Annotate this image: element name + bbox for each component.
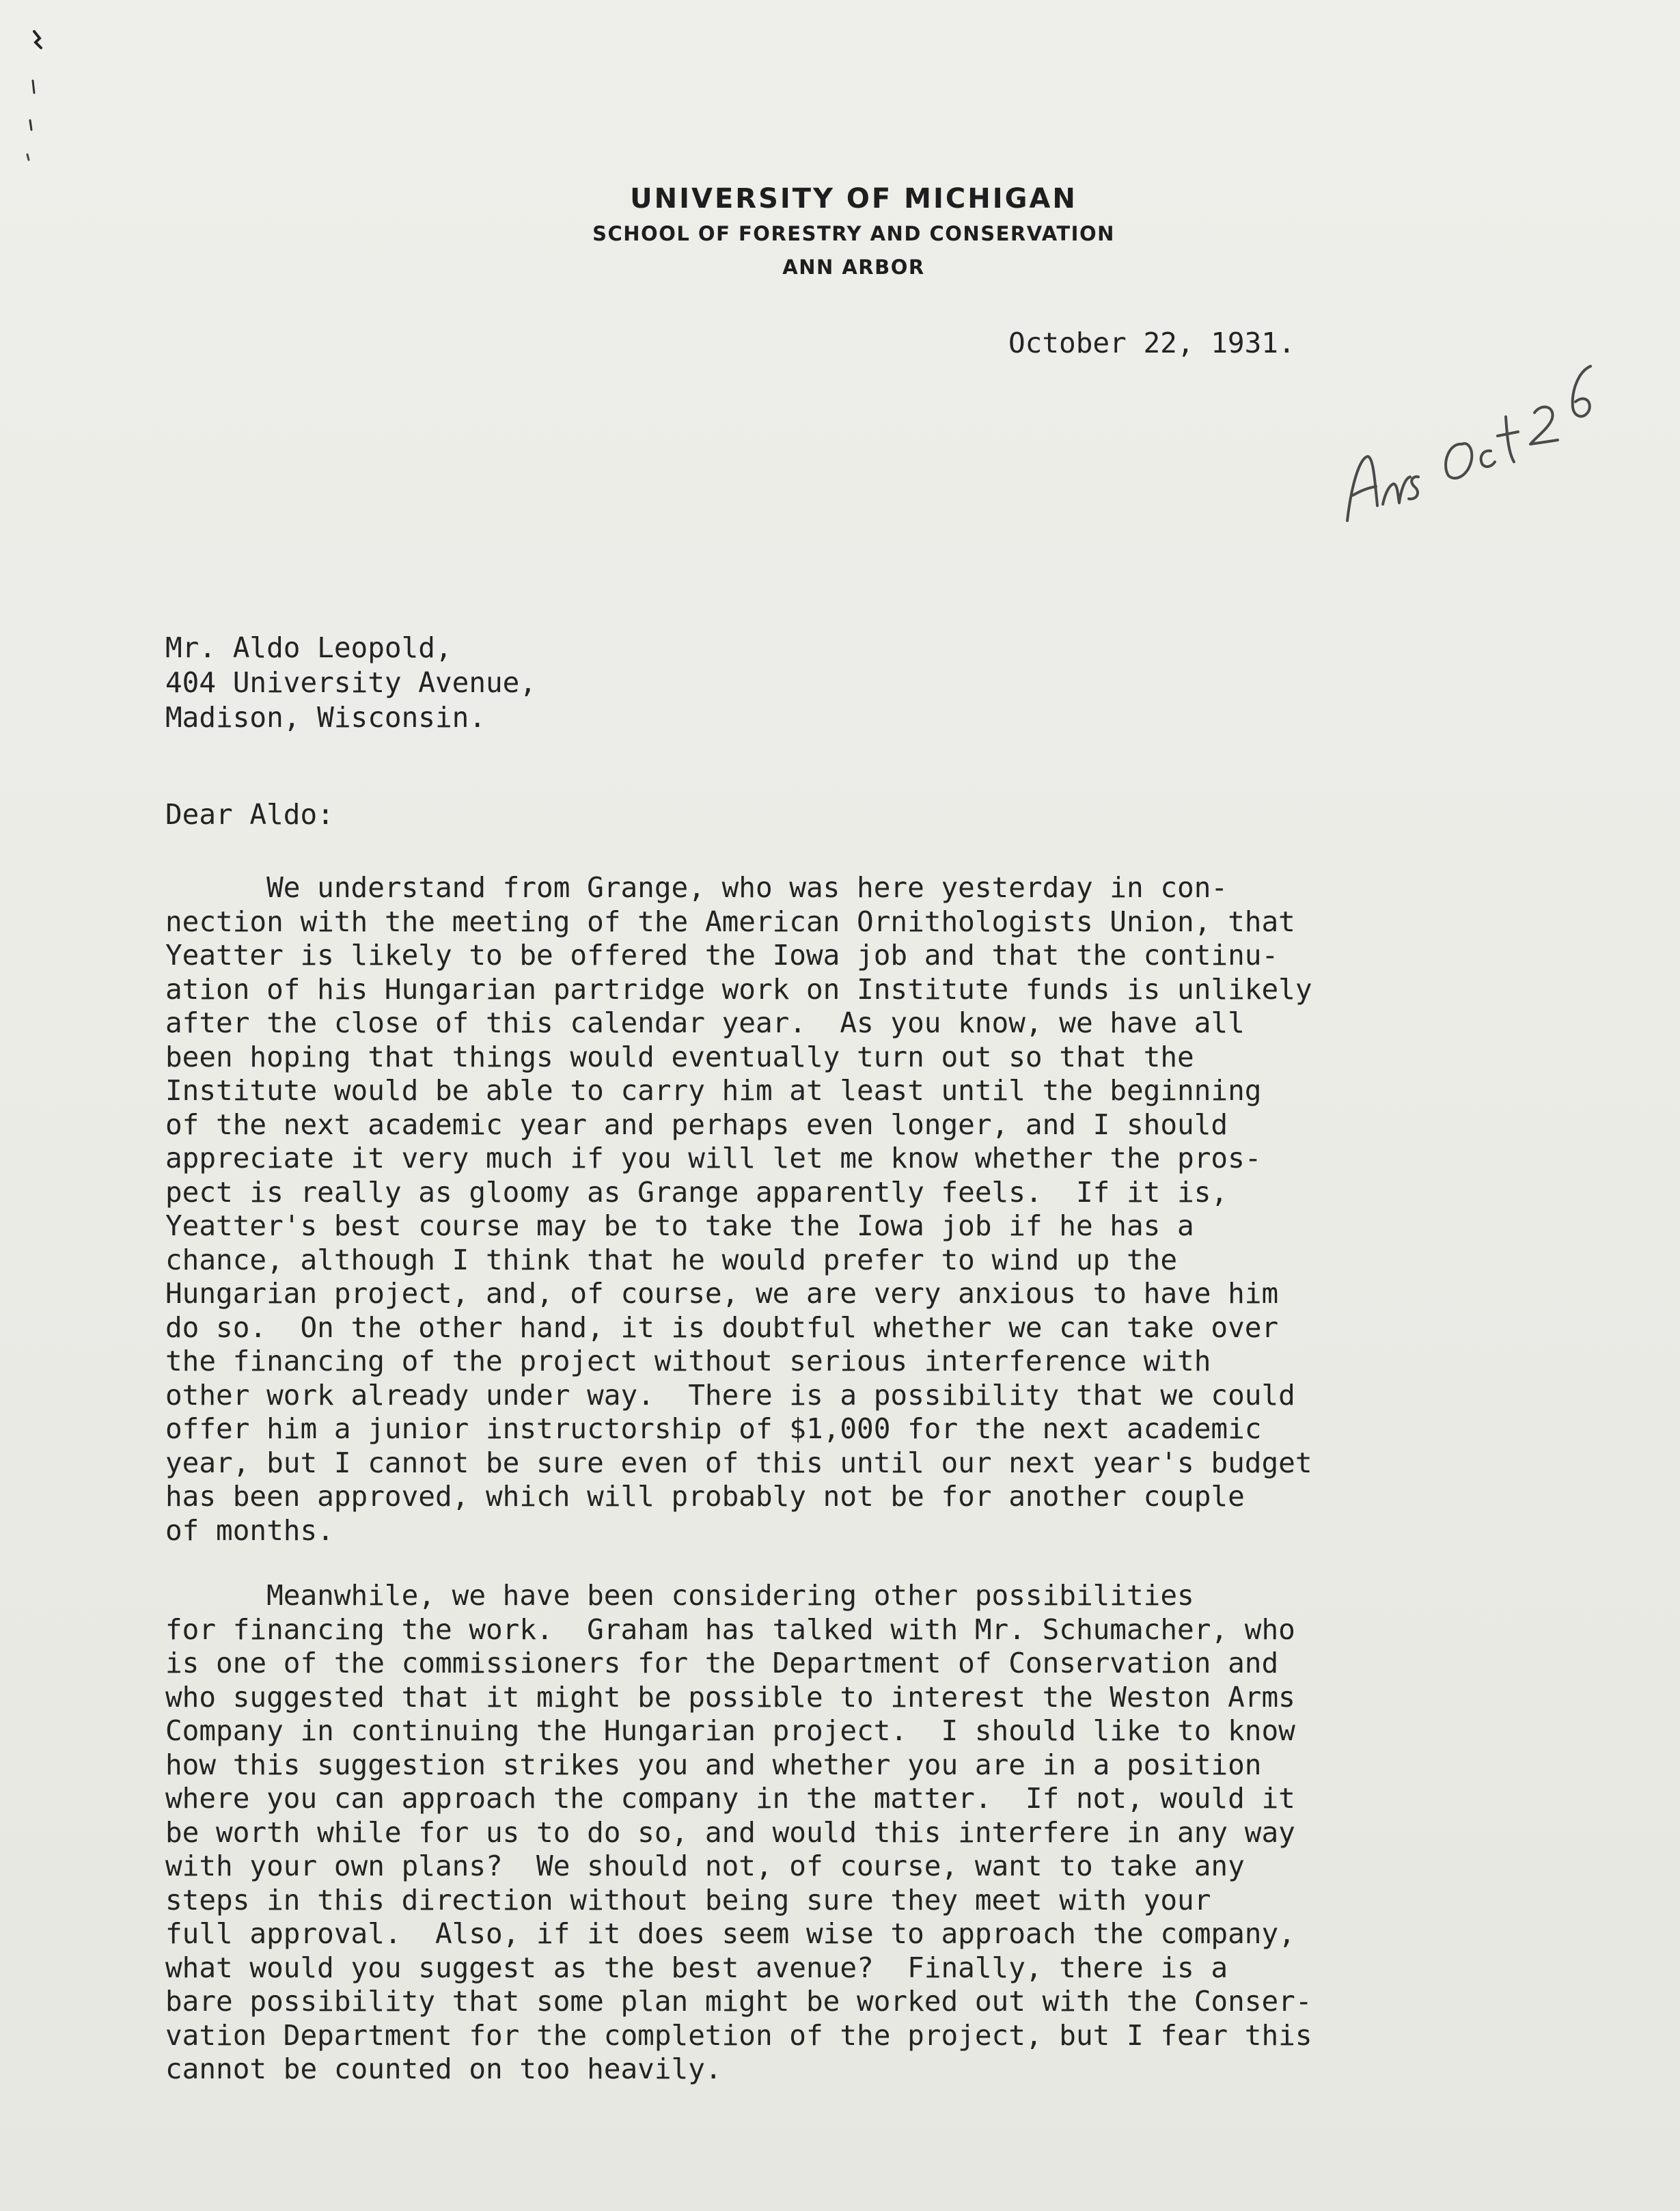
recipient-name: Mr. Aldo Leopold,	[165, 631, 452, 664]
paragraph-line: steps in this direction without being sure they meet with your	[165, 1883, 1211, 1917]
paragraph-line: been hoping that things would eventually turn out so that the	[165, 1040, 1194, 1073]
letter-date: October 22, 1931.	[1008, 327, 1295, 359]
body-paragraph-1	[165, 871, 1614, 1548]
paragraph-line: appreciate it very much if you will let me know whether the pros-	[165, 1142, 1262, 1175]
body-paragraph-2	[165, 1579, 1614, 2087]
salutation: Dear Aldo:	[165, 798, 334, 831]
paragraph-line: after the close of this calendar year. As you know, we have all	[165, 1006, 1245, 1039]
paragraph-line: offer him a junior instructorship of $1,000 for the next academic	[165, 1412, 1262, 1445]
paragraph-line: ation of his Hungarian partridge work on Institute funds is unlikely	[165, 972, 1312, 1006]
paragraph-line: other work already under way. There is a possibility that we could	[165, 1378, 1295, 1412]
paragraph-line: the financing of the project without serious interference with	[165, 1345, 1211, 1377]
recipient-street: 404 University Avenue,	[165, 666, 537, 699]
paragraph-line: We understand from Grange, who was here yesterday in con-	[165, 871, 1228, 904]
letterhead-institution: UNIVERSITY OF MICHIGAN	[630, 183, 1077, 215]
paragraph-line: full approval. Also, if it does seem wise to approach the company,	[165, 1917, 1295, 1950]
paragraph-line: cannot be counted on too heavily.	[165, 2052, 722, 2085]
handwritten-annotation	[1332, 342, 1619, 547]
paragraph-line: Company in continuing the Hungarian project. I should like to know	[165, 1714, 1295, 1747]
paragraph-line: Hungarian project, and, of course, we are very anxious to have him	[165, 1277, 1279, 1310]
paragraph-line: do so. On the other hand, it is doubtful whether we can take over	[165, 1310, 1279, 1344]
paragraph-line: vation Department for the completion of the project, but I fear this	[165, 2018, 1312, 2052]
paragraph-line: Meanwhile, we have been considering other possibilities	[165, 1579, 1194, 1612]
paragraph-line: year, but I cannot be sure even of this until our next year's budget	[165, 1446, 1312, 1479]
margin-ink-marks	[19, 27, 46, 164]
paragraph-line: for financing the work. Graham has talked with Mr. Schumacher, who	[165, 1612, 1295, 1646]
letterhead-school: SCHOOL OF FORESTRY AND CONSERVATION	[592, 222, 1115, 245]
paragraph-line: has been approved, which will probably not be for another couple	[165, 1480, 1245, 1513]
paragraph-line: nection with the meeting of the American Ornithologists Union, that	[165, 905, 1295, 938]
paragraph-line: chance, although I think that he would prefer to wind up the	[165, 1243, 1178, 1276]
paragraph-line: Yeatter's best course may be to take the Iowa job if he has a	[165, 1209, 1194, 1242]
paragraph-line: where you can approach the company in the matter. If not, would it	[165, 1782, 1295, 1815]
paragraph-line: Yeatter is likely to be offered the Iowa job and that the continu-	[165, 939, 1279, 972]
paragraph-line: with your own plans? We should not, of course, want to take any	[165, 1850, 1245, 1882]
paragraph-line: of months.	[165, 1513, 334, 1547]
recipient-city: Madison, Wisconsin.	[165, 701, 486, 734]
paragraph-line: how this suggestion strikes you and whether you are in a position	[165, 1748, 1262, 1781]
letterhead-city: ANN ARBOR	[782, 256, 925, 279]
paragraph-line: of the next academic year and perhaps even longer, and I should	[165, 1108, 1228, 1141]
paragraph-line: Institute would be able to carry him at least until the beginning	[165, 1074, 1262, 1107]
paragraph-line: is one of the commissioners for the Department of Conservation and	[165, 1647, 1279, 1679]
paragraph-line: what would you suggest as the best avenue? Finally, there is a	[165, 1951, 1228, 1984]
paragraph-line: be worth while for us to do so, and would this interfere in any way	[165, 1815, 1295, 1849]
paragraph-line: pect is really as gloomy as Grange apparently feels. If it is,	[165, 1175, 1228, 1209]
paragraph-line: who suggested that it might be possible to interest the Weston Arms	[165, 1680, 1295, 1714]
paragraph-line: bare possibility that some plan might be worked out with the Conser-	[165, 1985, 1312, 2018]
